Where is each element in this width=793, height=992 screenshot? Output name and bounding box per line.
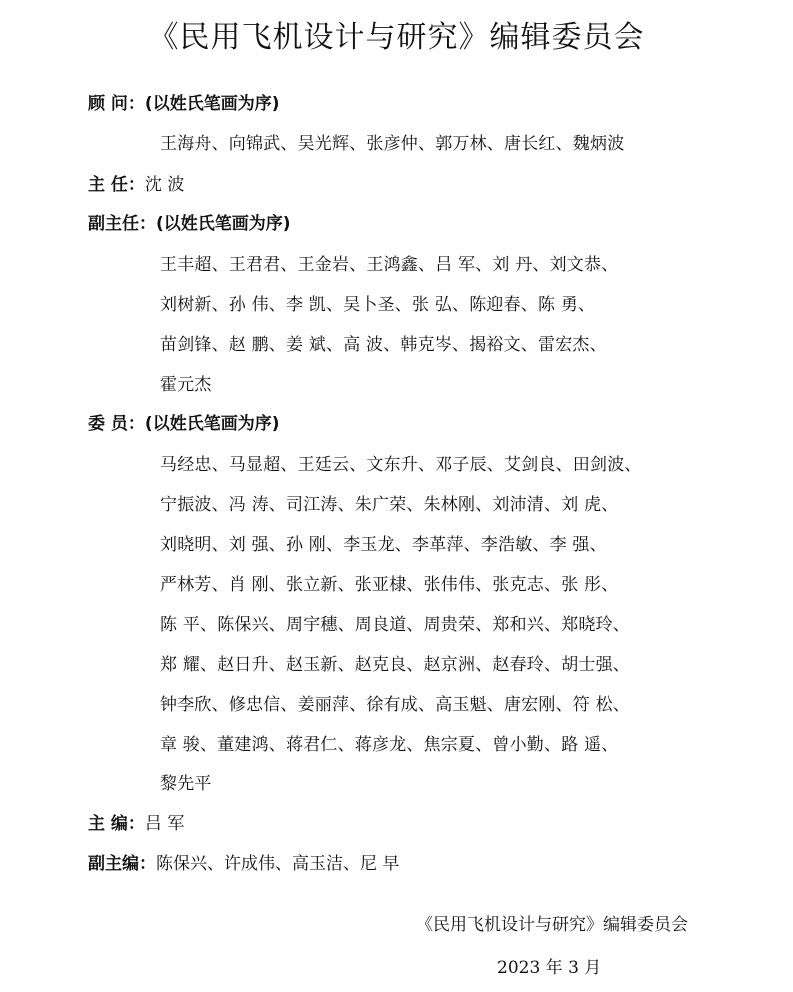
members-line: 陈 平、陈保兴、周宇穗、周良道、周贵荣、郑和兴、郑晓玲、 bbox=[160, 615, 631, 635]
director-label: 主 任： bbox=[88, 175, 145, 195]
advisors-line: 王海舟、向锦武、吴光辉、张彦仲、郭万林、唐长红、魏炳波 bbox=[160, 134, 625, 154]
deputy-directors-line: 刘树新、孙 伟、李 凯、吴卜圣、张 弘、陈迎春、陈 勇、 bbox=[160, 295, 596, 315]
members-line: 马经忠、马显超、王廷云、文东升、邓子辰、艾剑良、田剑波、 bbox=[160, 455, 642, 475]
deputy-directors-line: 王丰超、王君君、王金岩、王鸿鑫、吕 军、刘 丹、刘文恭、 bbox=[160, 255, 619, 275]
deputy-directors-line: 苗剑锋、赵 鹏、姜 斌、高 波、韩克岑、揭裕文、雷宏杰、 bbox=[160, 335, 607, 355]
members-line: 刘晓明、刘 强、孙 刚、李玉龙、李革萍、李浩敏、李 强、 bbox=[160, 535, 607, 555]
director-row bbox=[88, 170, 184, 195]
members-heading: 委 员：(以姓氏笔画为序) bbox=[88, 414, 280, 434]
deputy-directors-line: 霍元杰 bbox=[160, 375, 212, 395]
members-line: 郑 耀、赵日升、赵玉新、赵克良、赵京洲、赵春玲、胡士强、 bbox=[160, 655, 631, 675]
chief-editor-label: 主 编： bbox=[88, 814, 145, 834]
deputy-chief-editors-row bbox=[88, 849, 399, 874]
deputy-chief-editors-label: 副主编： bbox=[88, 854, 156, 874]
members-line: 钟李欣、修忠信、姜丽萍、徐有成、高玉魁、唐宏刚、符 松、 bbox=[160, 695, 631, 715]
chief-editor-row bbox=[88, 809, 184, 834]
advisors-heading: 顾 问：(以姓氏笔画为序) bbox=[88, 94, 280, 114]
members-line: 宁振波、冯 涛、司江涛、朱广荣、朱林刚、刘沛清、刘 虎、 bbox=[160, 495, 619, 515]
footer-org: 《民用飞机设计与研究》编辑委员会 bbox=[416, 915, 688, 935]
members-line: 严林芳、肖 刚、张立新、张亚棣、张伟伟、张克志、张 彤、 bbox=[160, 575, 619, 595]
members-line: 章 骏、董建鸿、蒋君仁、蒋彦龙、焦宗夏、曾小勤、路 遥、 bbox=[160, 735, 619, 755]
deputy-chief-editors-names: 陈保兴、许成伟、高玉洁、尼 早 bbox=[156, 854, 400, 874]
footer-date: 2023 年 3 月 bbox=[497, 958, 602, 978]
deputy-directors-heading: 副主任：(以姓氏笔画为序) bbox=[88, 214, 291, 234]
chief-editor-name: 吕 军 bbox=[144, 814, 185, 834]
director-name: 沈 波 bbox=[144, 175, 185, 195]
members-line: 黎先平 bbox=[160, 774, 212, 794]
page-title: 《民用飞机设计与研究》编辑委员会 bbox=[148, 20, 645, 55]
